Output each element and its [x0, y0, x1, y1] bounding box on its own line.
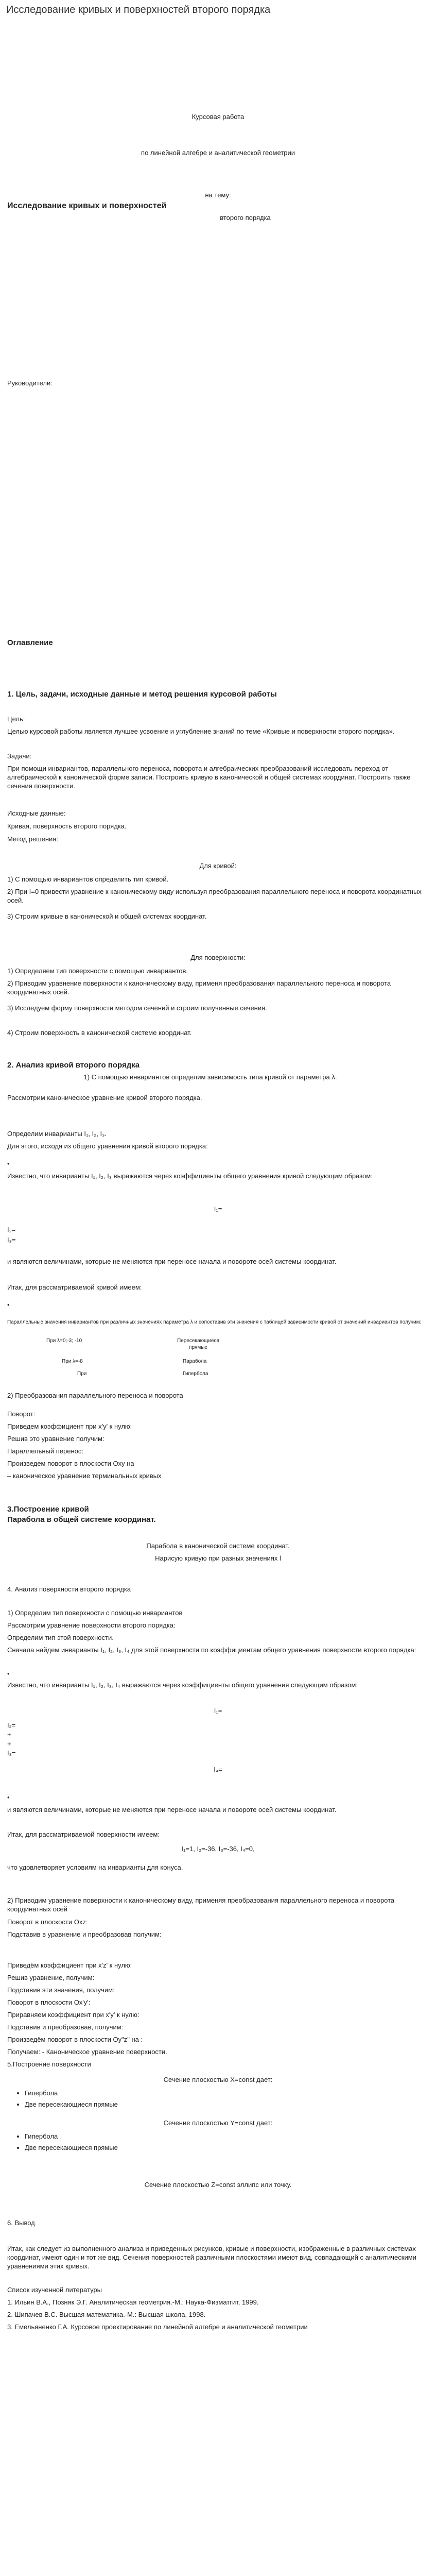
invariant-i3: I₃=: [7, 1236, 16, 1244]
general-equation-intro: Для этого, исходя из общего уравнения кривой второго порядка:: [7, 1142, 208, 1150]
input-label: Исходные данные:: [7, 809, 66, 817]
canonical-surface: Получаем: - Каноническое уравнение поверхности.: [7, 2048, 167, 2056]
curve-step-1: 1) С помощью инвариантов определить тип кривой.: [7, 875, 169, 883]
reduce-step: 2) Приводим уравнение поверхности к каноническому виду, применяя преобразования параллельного переноса и поворота координатных осей: [7, 1896, 395, 1913]
list-item: • Две пересекающиеся прямые: [25, 2099, 436, 2110]
for-curve-label: Для кривой:: [199, 862, 237, 870]
parallel-label: Параллельный перенос:: [7, 1447, 84, 1455]
section-1-heading: 1. Цель, задачи, исходные данные и метод решения курсовой работы: [7, 690, 277, 699]
section-2-sub: 1) С помощью инвариантов определим зависимость типа кривой от параметра λ.: [83, 1073, 337, 1081]
reference-2: 2. Шипачев В.С. Высшая математика.-М.: Высшая школа, 1998.: [7, 2311, 206, 2318]
section-3-heading: 3.Построение кривой: [7, 1505, 89, 1514]
consider-canonical: Рассмотрим каноническое уравнение кривой второго порядка.: [7, 1094, 202, 1101]
section-x-list: [0, 2088, 436, 2110]
invariants-def: Определим инварианты I₁, I₂, I₃.: [7, 1130, 107, 1138]
table-cell: Гипербола: [183, 1371, 208, 1377]
turn-text: Произведем поворот в плоскости Oxy на: [7, 1460, 134, 1467]
method-label: Метод решения:: [7, 835, 58, 843]
surface-invariant-i1: I₁=: [214, 1707, 222, 1715]
surface-step-1: 1) Определяем тип поверхности с помощью инвариантов.: [7, 967, 188, 975]
conclusion-text: Итак, как следует из выполненного анализа и приведенных рисунков, кривые и поверхности, изображенные в различных системах координат, имеют один и тот же вид. Сечения поверхностей различными плоскостями имеют вид, совпадающий с аналитическими уравнениями этих кривых.: [7, 2245, 416, 2270]
page-title: Исследование кривых и поверхностей второго порядка: [6, 4, 271, 15]
invariant-i2: I₂=: [7, 1226, 16, 1233]
surface-type-step: 1) Определим тип поверхности с помощью инвариантов: [7, 1609, 183, 1617]
surface-invariant-i3: I₃=: [7, 1749, 16, 1757]
list-item: • Гипербола: [25, 2088, 436, 2099]
solve-text: Решив это уравнение получим:: [7, 1435, 104, 1443]
surface-consider: Итак, для рассматриваемой поверхности имеем:: [7, 1831, 160, 1838]
cover-work-type: Курсовая работа: [191, 113, 245, 121]
goal-label: Цель:: [7, 715, 25, 723]
invariant-i1: I₁=: [214, 1205, 222, 1213]
surface-invariant-i4: I₄=: [214, 1766, 222, 1773]
table-cell: Пересекающиеся прямые: [177, 1338, 219, 1350]
table-cell: При: [77, 1371, 87, 1377]
substitute-text: Подставив в уравнение и преобразовав получим:: [7, 1930, 162, 1938]
cover-supervisors: Руководители:: [7, 379, 53, 387]
curve-step-3: 3) Строим кривые в канонической и общей системах координат.: [7, 912, 207, 920]
solve-equation: Решив уравнение, получим:: [7, 1974, 95, 1981]
section-5-heading: 5.Построение поверхности: [7, 2060, 91, 2068]
bullet: •: [7, 1301, 10, 1309]
curve-step-2: 2) При I=0 привести уравнение к каноническому виду используя преобразования параллельного переноса и поворота координатных осей.: [7, 888, 422, 904]
section-y-list: [0, 2131, 436, 2154]
surface-equation-intro: Рассмотрим уравнение поверхности второго порядка:: [7, 1621, 176, 1629]
table-cell: При λ=0;-3; -10: [46, 1338, 82, 1344]
conclusion-heading: 6. Вывод: [7, 2219, 35, 2227]
section-x-caption: Сечение плоскостью X=const дает:: [163, 2076, 273, 2083]
references-heading: Список изученной литературы: [7, 2286, 102, 2294]
tasks-text: При помощи инвариантов, параллельного переноса, поворота и алгебраических преобразований исследовать переход от алгебраической к канонической форме записи. Построить кривую в канонической и общей системах координат. Построить также сечения поверхности.: [7, 765, 411, 790]
list-item: • Две пересекающиеся прямые: [25, 2142, 436, 2154]
xy-coef-zero: Приравняем коэффициент при x'y' к нулю:: [7, 2011, 139, 2019]
rotation-oxy: Поворот в плоскости Ox'y':: [7, 1998, 91, 2006]
cover-theme-line-2: второго порядка: [220, 214, 271, 222]
cover-theme-label: на тему:: [205, 191, 231, 199]
surface-invariant-i2: I₂=: [7, 1721, 16, 1729]
canonical-text: – каноническое уравнение терминальных кривых: [7, 1472, 162, 1480]
table-caption: Параллельные значения инвариантов при различных значениях параметра λ и сопоставив эти значения с таблицей зависимости кривой от значений инвариантов получим:: [7, 1319, 422, 1325]
cone-conclusion: что удовлетворяет условиям на инварианты для конуса.: [7, 1863, 183, 1871]
reference-1: 1. Ильин В.А., Позняк Э.Г. Аналитическая геометрия.-М.: Наука-Физматгит, 1999.: [7, 2298, 259, 2306]
bullet: •: [7, 1160, 10, 1167]
coef-zero: Приведем коэффициент при x'y' к нулю:: [7, 1422, 132, 1430]
invariants-note: и являются величинами, которые не меняются при переносе начала и повороте осей системы координат.: [7, 1258, 337, 1265]
surface-step-3: 3) Исследуем форму поверхности методом сечений и строим полученные сечения.: [7, 1004, 267, 1012]
for-surface-label: Для поверхности:: [190, 954, 246, 961]
tasks-label: Задачи:: [7, 752, 32, 760]
surface-invariant-values: I₁=1, I₂=-36, I₃=-36, I₄=0,: [181, 1845, 255, 1853]
table-cell: Парабола: [183, 1359, 207, 1364]
section-z-caption: Сечение плоскостью Z=const эллипс или точку.: [144, 2181, 292, 2189]
section-3-subheading: Парабола в общей системе координат.: [7, 1515, 156, 1524]
draw-curve-caption: Нарисую кривую при разных значениях l: [155, 1554, 281, 1562]
surface-type-text: Определим тип этой поверхности.: [7, 1634, 114, 1641]
substitute-values: Подставив эти значения, получим:: [7, 1986, 115, 1994]
bullet: •: [7, 1793, 10, 1801]
surface-step-4: 4) Строим поверхность в канонической системе координат.: [7, 1029, 192, 1037]
section-4-heading: 4. Анализ поверхности второго порядка: [7, 1585, 131, 1593]
consider-curve: Итак, для рассматриваемой кривой имеем:: [7, 1283, 142, 1291]
toc-heading: Оглавление: [7, 638, 53, 647]
cover-theme-line-1: Исследование кривых и поверхностей: [7, 201, 167, 210]
plus-sign: +: [7, 1740, 11, 1748]
surface-invariants-intro: Сначала найдем инварианты I₁, I₂, I₃, I₄ для этой поверхности по коэффициентам общего уравнения поверхности второго порядка:: [7, 1646, 416, 1654]
substitute-transform: Подставив и преобразовав, получим:: [7, 2023, 124, 2031]
surface-invariants-known: Известно, что инварианты I₁, I₂, I₃, I₄ выражаются через коэффициенты общего уравнения следующим образом:: [7, 1681, 358, 1689]
surface-invariants-note: и являются величинами, которые не меняются при переносе начала и повороте осей системы координат.: [7, 1806, 337, 1814]
rotation-oyz: Произведём поворот в плоскости Oy"z" на :: [7, 2036, 143, 2043]
goal-text: Целью курсовой работы является лучшее усвоение и углубление знаний по теме «Кривые и поверхности второго порядка».: [7, 727, 395, 735]
canonical-parabola-caption: Парабола в канонической системе координат.: [146, 1542, 290, 1550]
rotation-label: Поворот:: [7, 1410, 36, 1418]
reference-3: 3. Емельяненко Г.А. Курсовое проектирование по линейной алгебре и аналитической геометрии: [7, 2323, 308, 2331]
invariants-known: Известно, что инварианты I₁, I₂, I₃ выражаются через коэффициенты общего уравнения кривой следующим образом:: [7, 1172, 373, 1180]
rotation-oxz: Поворот в плоскости Oxz:: [7, 1918, 88, 1926]
input-text: Кривая, поверхность второго порядка.: [7, 822, 127, 830]
list-item: • Гипербола: [25, 2131, 436, 2142]
section-y-caption: Сечение плоскостью Y=const дает:: [163, 2119, 273, 2127]
section-2-heading: 2. Анализ кривой второго порядка: [7, 1061, 140, 1070]
xz-coef-zero: Приведём коэффициент при x'z' к нулю:: [7, 1961, 132, 1969]
plus-sign: +: [7, 1731, 11, 1738]
bullet: •: [7, 1670, 10, 1677]
transform-heading: 2) Преобразования параллельного переноса и поворота: [7, 1392, 183, 1399]
cover-subject: по линейной алгебре и аналитической геометрии: [141, 149, 295, 157]
surface-step-2: 2) Приводим уравнение поверхности к каноническому виду, применя преобразования параллельного переноса и поворота координатных осей.: [7, 979, 391, 996]
table-cell: При λ=-8: [62, 1359, 83, 1364]
